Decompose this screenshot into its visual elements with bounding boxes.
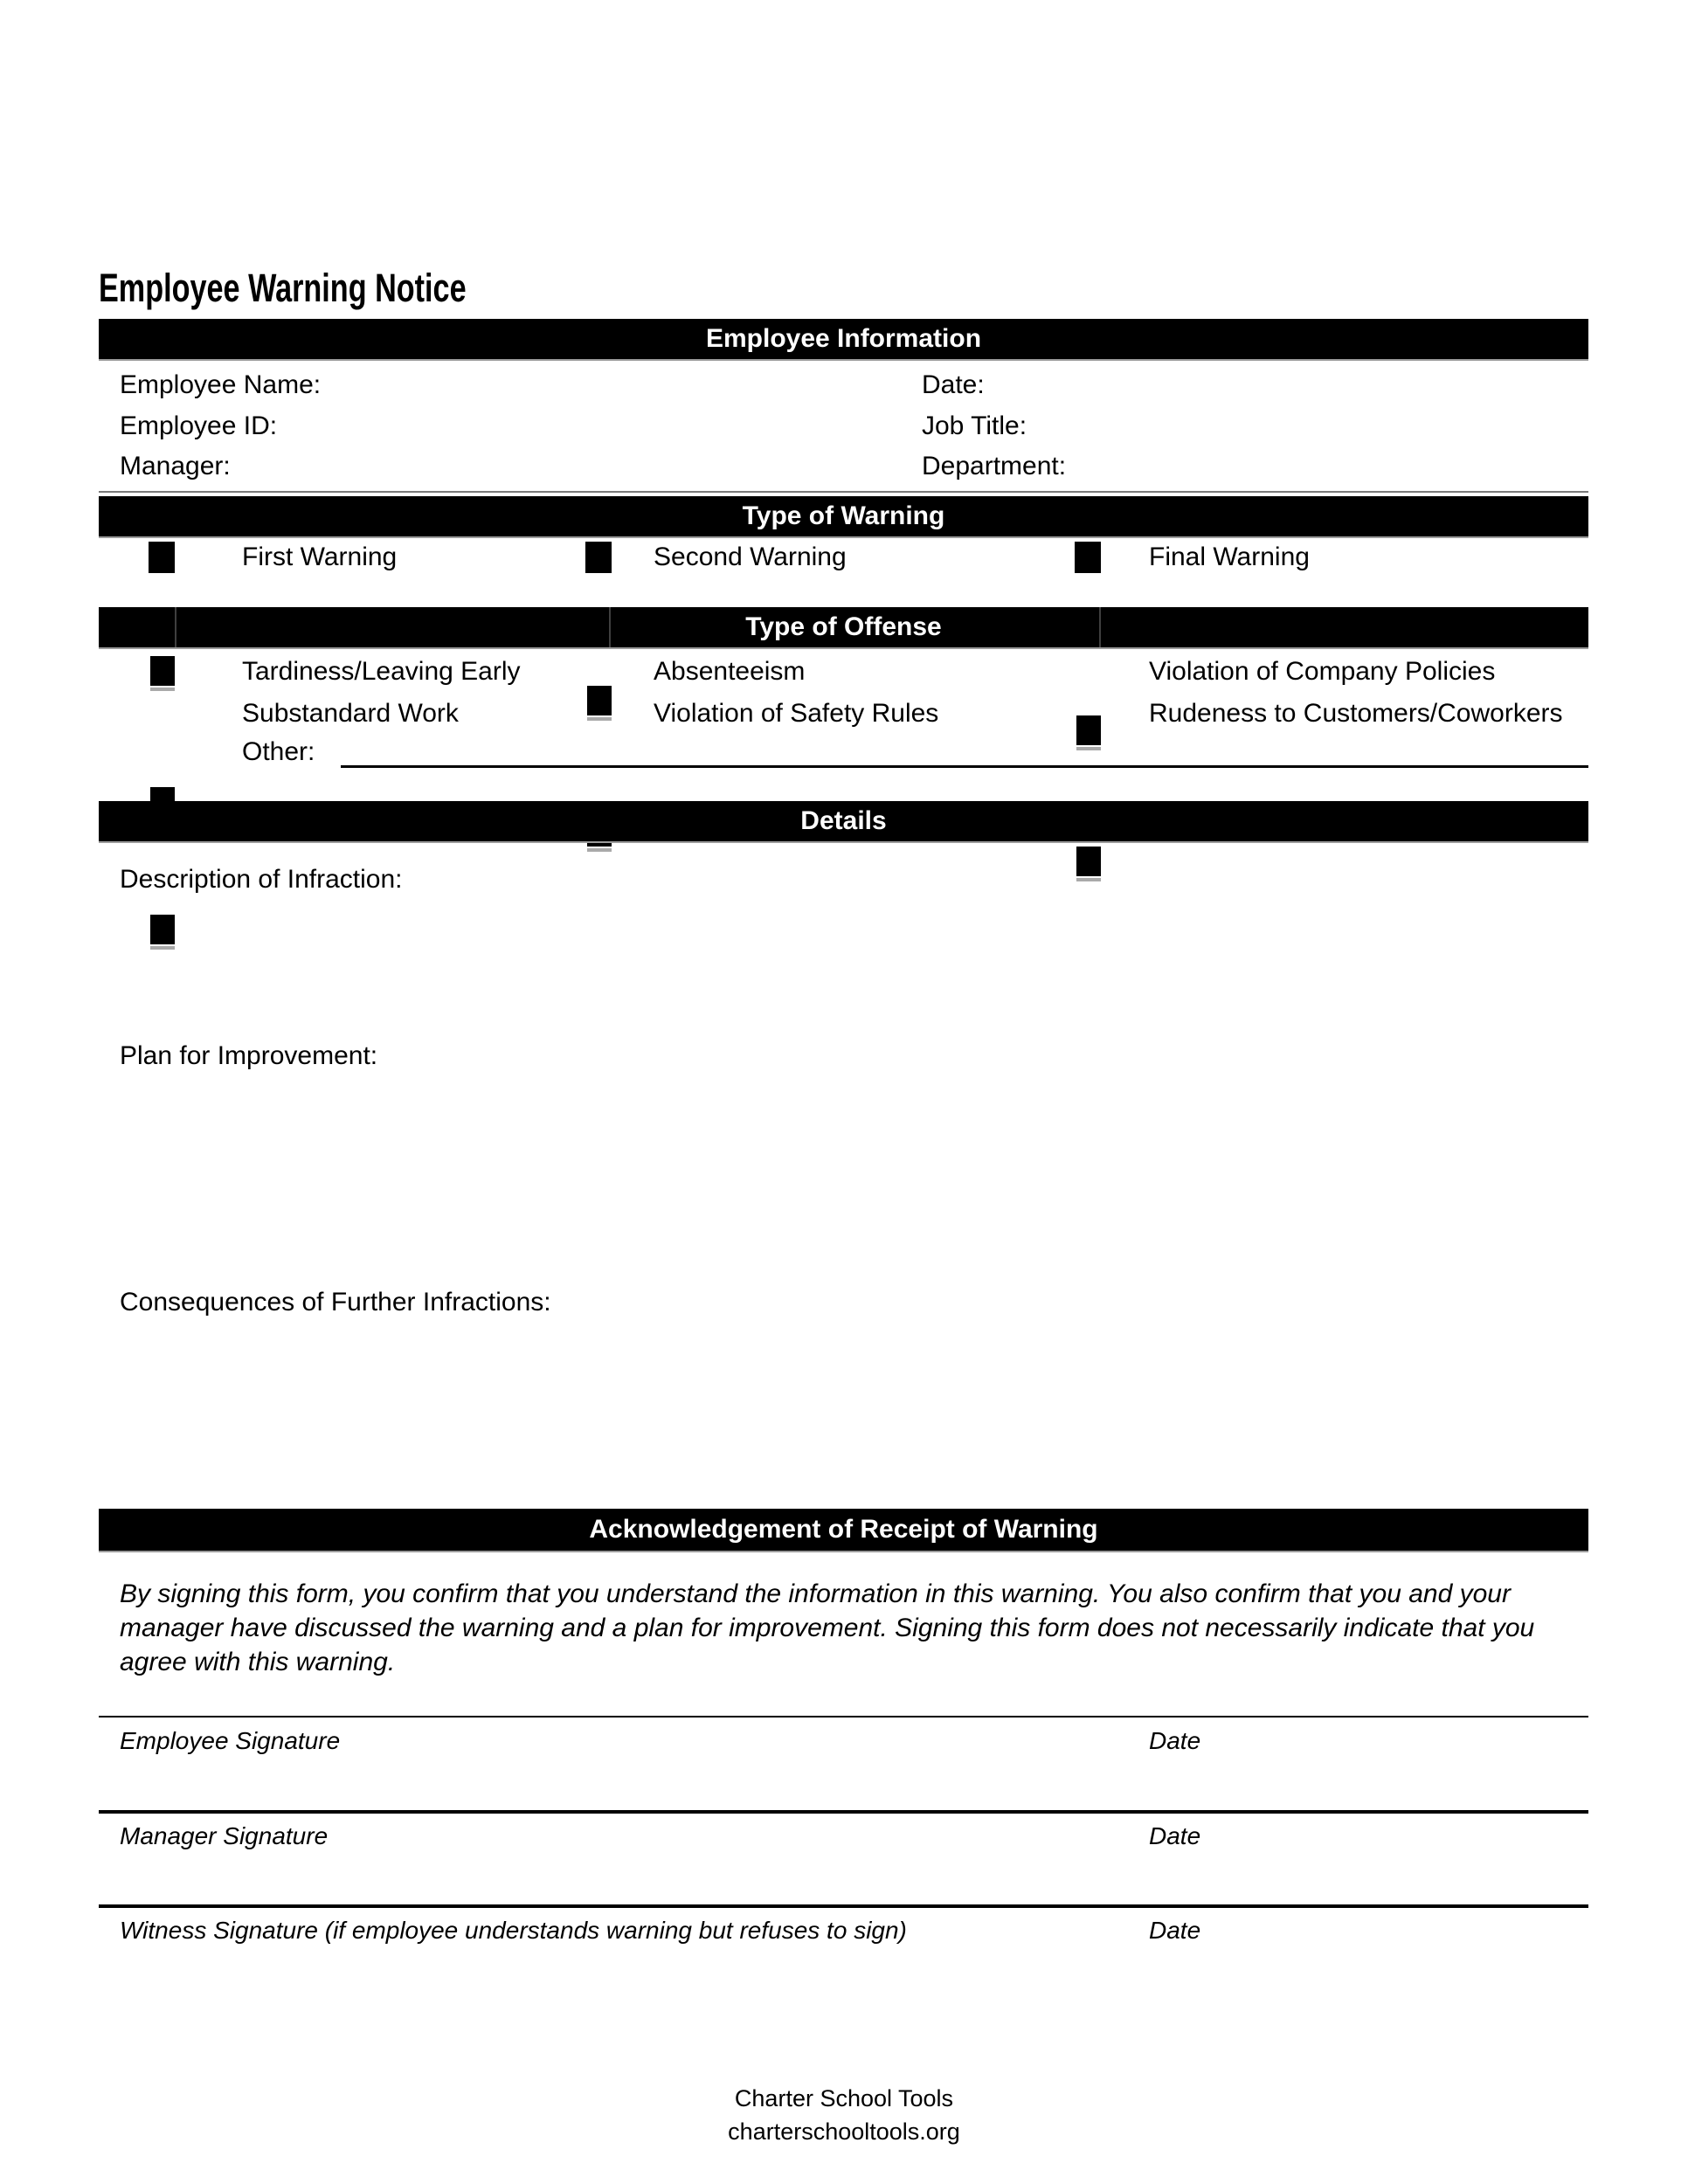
- checkbox-absenteeism[interactable]: [587, 686, 612, 715]
- divider-line: [99, 491, 1588, 493]
- field-label-employee-name: Employee Name:: [120, 370, 322, 399]
- label-second-warning: Second Warning: [654, 543, 847, 571]
- section-bar-details-label: Details: [800, 806, 887, 835]
- acknowledgement-paragraph-line: manager have discussed the warning and a plan for improvement. Signing this form does not necessarily indicate that you: [120, 1614, 1535, 1642]
- label-first-warning: First Warning: [242, 543, 398, 571]
- section-bar-employee-information-label: Employee Information: [705, 324, 982, 353]
- acknowledgement-paragraph-line: agree with this warning.: [120, 1648, 396, 1676]
- date-label-employee: Date: [1149, 1727, 1201, 1754]
- signature-label-employee: Employee Signature: [120, 1727, 341, 1754]
- bar-cell-divider: [1099, 607, 1101, 647]
- checkbox-second-warning[interactable]: [585, 542, 612, 573]
- section-bar-acknowledgement: [99, 1509, 1588, 1551]
- date-label-manager: Date: [1149, 1822, 1201, 1849]
- footer-website: charterschooltools.org: [728, 2118, 960, 2145]
- signature-line-manager[interactable]: [99, 1810, 1588, 1814]
- field-label-manager: Manager:: [120, 452, 231, 480]
- signature-line-witness[interactable]: [99, 1904, 1588, 1908]
- label-tardiness-leaving-early: Tardiness/Leaving Early: [242, 657, 521, 686]
- acknowledgement-paragraph-line: By signing this form, you confirm that you understand the information in this warning. You also confirm that you and your: [120, 1579, 1511, 1608]
- page-title: Employee Warning Notice: [99, 266, 467, 310]
- section-bar-details: [99, 801, 1588, 841]
- bar-cell-divider: [175, 607, 176, 647]
- field-label-department: Department:: [922, 452, 1067, 480]
- footer-org-name: Charter School Tools: [734, 2085, 954, 2111]
- label-violation-safety-rules: Violation of Safety Rules: [654, 699, 939, 728]
- signature-label-manager: Manager Signature: [120, 1822, 329, 1849]
- section-bar-type-of-offense-label: Type of Offense: [745, 612, 942, 641]
- label-violation-company-policies: Violation of Company Policies: [1149, 657, 1496, 686]
- checkbox-violation-company-policies[interactable]: [1076, 715, 1101, 745]
- checkbox-rudeness-customers-coworkers[interactable]: [1076, 847, 1101, 876]
- bar-cell-divider: [609, 607, 611, 647]
- label-absenteeism: Absenteeism: [654, 657, 806, 686]
- label-rudeness-customers-coworkers: Rudeness to Customers/Coworkers: [1149, 699, 1563, 728]
- label-other: Other:: [242, 737, 315, 766]
- signature-line-employee[interactable]: [99, 1716, 1588, 1717]
- section-bar-type-of-warning: [99, 496, 1588, 536]
- prompt-description-of-infraction: Description of Infraction:: [120, 865, 403, 894]
- section-bar-employee-information: [99, 319, 1588, 359]
- section-bar-type-of-offense: [99, 607, 1588, 647]
- checkbox-tardiness-leaving-early[interactable]: [150, 656, 175, 686]
- other-fill-line[interactable]: [341, 765, 1588, 768]
- field-label-employee-id: Employee ID:: [120, 411, 278, 440]
- section-bar-acknowledgement-label: Acknowledgement of Receipt of Warning: [589, 1515, 1098, 1544]
- signature-label-witness: Witness Signature (if employee understands warning but refuses to sign): [120, 1917, 907, 1944]
- checkbox-first-warning[interactable]: [149, 542, 175, 573]
- section-bar-type-of-warning-label: Type of Warning: [742, 501, 945, 530]
- checkbox-final-warning[interactable]: [1075, 542, 1101, 573]
- label-final-warning: Final Warning: [1149, 543, 1310, 571]
- prompt-consequences-of-further-infractions: Consequences of Further Infractions:: [120, 1288, 551, 1317]
- field-label-date: Date:: [922, 370, 985, 399]
- prompt-plan-for-improvement: Plan for Improvement:: [120, 1041, 378, 1070]
- label-substandard-work: Substandard Work: [242, 699, 459, 728]
- field-label-job-title: Job Title:: [922, 411, 1027, 440]
- checkbox-other[interactable]: [150, 915, 175, 944]
- date-label-witness: Date: [1149, 1917, 1201, 1944]
